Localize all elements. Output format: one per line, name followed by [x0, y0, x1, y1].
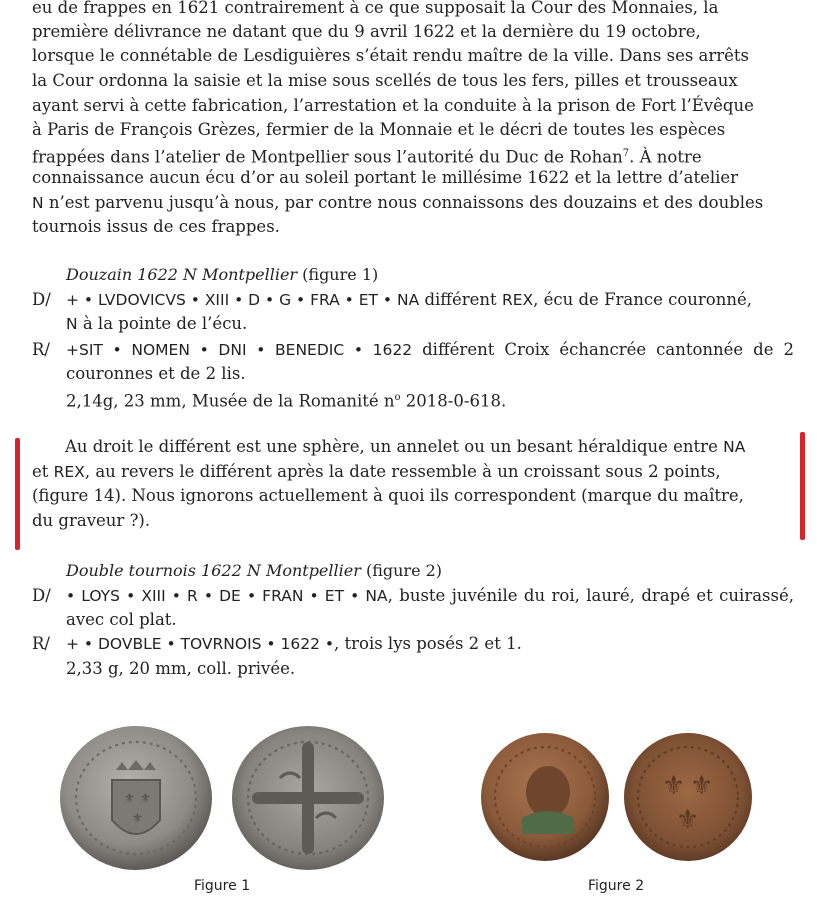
- intro-line: [32, 191, 792, 216]
- reverse-text: différent Croix échancrée cantonnée de 2 couronnes et de 2 lis.: [66, 340, 794, 383]
- reverse-label: R/: [32, 634, 50, 653]
- obverse-text: à la pointe de l’écu.: [77, 314, 248, 333]
- mint-letter: N: [32, 194, 44, 212]
- intro-line: connaissance aucun écu d’or au soleil portant le millésime 1622 et la lettre d’atelier: [32, 168, 739, 187]
- coin1-specs: [66, 386, 506, 414]
- commentary-line: [32, 435, 792, 460]
- commentary-text: Au droit le différent est une sphère, un annelet ou un besant héraldique entre: [65, 437, 724, 456]
- coin2-obverse-image: [481, 733, 609, 861]
- commentary-line: (figure 14). Nous ignorons actuellement à quoi ils correspondent (marque du maître,: [32, 486, 744, 505]
- coin2-reverse-image: [624, 733, 752, 861]
- obverse-text: , buste juvénile du roi, lauré, drapé et cuirassé, avec col plat.: [66, 586, 794, 629]
- intro-line: eu de frappes en 1621 contrairement à ce que supposait la Cour des Monnaies, la: [32, 0, 719, 17]
- intro-line: lorsque le connétable de Lesdiguières s’était rendu maître de la ville. Dans ses arrêts: [32, 46, 750, 65]
- svg-text:⚜: ⚜: [132, 811, 143, 825]
- figure1-image: [58, 722, 388, 872]
- coin2-heading: [66, 560, 442, 582]
- specs-text: 2018-0-618.: [400, 391, 507, 411]
- intro-text: . À notre: [629, 147, 702, 167]
- coin1-reverse-image: [232, 726, 384, 870]
- commentary-line: du graveur ?).: [32, 511, 151, 530]
- intro-line: la Cour ordonna la saisie et la mise sous scellés de tous les fers, pilles et trousseaux: [32, 71, 738, 90]
- specs-superscript: o: [394, 392, 401, 403]
- coin2-figure-ref: (figure 2): [360, 561, 443, 580]
- intro-line: première délivrance ne datant que du 9 avril 1622 et la dernière du 19 octobre,: [32, 22, 701, 41]
- reverse-legend: +SIT • NOMEN • DNI • BENEDIC • 1622: [66, 341, 413, 359]
- intro-line: tournois issus de ces frappes.: [32, 217, 280, 236]
- svg-text:⚜: ⚜: [676, 805, 700, 835]
- intro-line: ayant servi à cette fabrication, l’arrestation et la conduite à la prison de Fort l’Évêque: [32, 96, 754, 115]
- svg-text:⚜: ⚜: [690, 771, 714, 801]
- coin1-figure-ref: (figure 1): [297, 265, 379, 284]
- svg-text:⚜: ⚜: [140, 791, 151, 805]
- intro-text: n’est parvenu jusqu’à nous, par contre nous connaissons des douzains et des doubles: [43, 193, 764, 212]
- obverse-rex: REX: [501, 291, 534, 309]
- coin1-obverse-image: [60, 726, 212, 870]
- svg-text:⚜: ⚜: [662, 771, 686, 801]
- coin1-reverse: [32, 338, 794, 386]
- figure2-caption: Figure 2: [588, 878, 645, 894]
- intro-text: frappées dans l’atelier de Montpellier sous l’autorité du Duc de Rohan: [32, 147, 623, 167]
- coin1-heading: [66, 264, 378, 286]
- legend-rex: REX: [53, 463, 85, 481]
- specs-text: 2,14g, 23 mm, Musée de la Romanité n: [66, 391, 395, 411]
- svg-text:⚜: ⚜: [124, 791, 135, 805]
- commentary-line: [32, 460, 792, 485]
- reverse-text: , trois lys posés 2 et 1.: [334, 634, 522, 653]
- figure1-caption: Figure 1: [194, 878, 251, 894]
- intro-line: à Paris de François Grèzes, fermier de la Monnaie et le décri de toutes les espèces: [32, 120, 726, 139]
- margin-mark-right: [800, 432, 805, 540]
- obverse-legend: + • LVDOVICVS • XIII • D • G • FRA • ET • NA: [66, 291, 420, 309]
- reverse-description: [66, 632, 794, 656]
- coin2-title: Double tournois 1622 N Montpellier: [66, 561, 361, 580]
- obverse-text: , écu de France couronné,: [533, 290, 752, 309]
- reverse-label: R/: [32, 340, 50, 359]
- coin2-obverse: [32, 584, 794, 632]
- coin2-specs: 2,33 g, 20 mm, coll. privée.: [66, 659, 296, 678]
- commentary-text: , au revers le différent après la date ressemble à un croissant sous 2 points,: [84, 462, 721, 481]
- obverse-description: [66, 288, 794, 336]
- reverse-legend: + • DOVBLE • TOVRNOIS • 1622 •: [66, 635, 334, 653]
- obverse-text: différent: [419, 290, 502, 309]
- margin-mark-left: [15, 438, 20, 550]
- obverse-n: N: [66, 315, 78, 333]
- coin1-title: Douzain 1622 N Montpellier: [66, 265, 298, 284]
- obverse-description: [66, 584, 794, 632]
- commentary-text: et: [32, 462, 54, 481]
- obverse-label: D/: [32, 586, 51, 605]
- legend-na: NA: [723, 438, 746, 456]
- figure2-image: [478, 730, 778, 865]
- footnote-ref[interactable]: 7: [622, 148, 630, 159]
- coin1-obverse: [32, 288, 794, 336]
- obverse-legend: • LOYS • XIII • R • DE • FRAN • ET • NA: [66, 587, 388, 605]
- reverse-description: [66, 338, 794, 386]
- coin2-reverse: [32, 632, 794, 656]
- obverse-label: D/: [32, 290, 51, 309]
